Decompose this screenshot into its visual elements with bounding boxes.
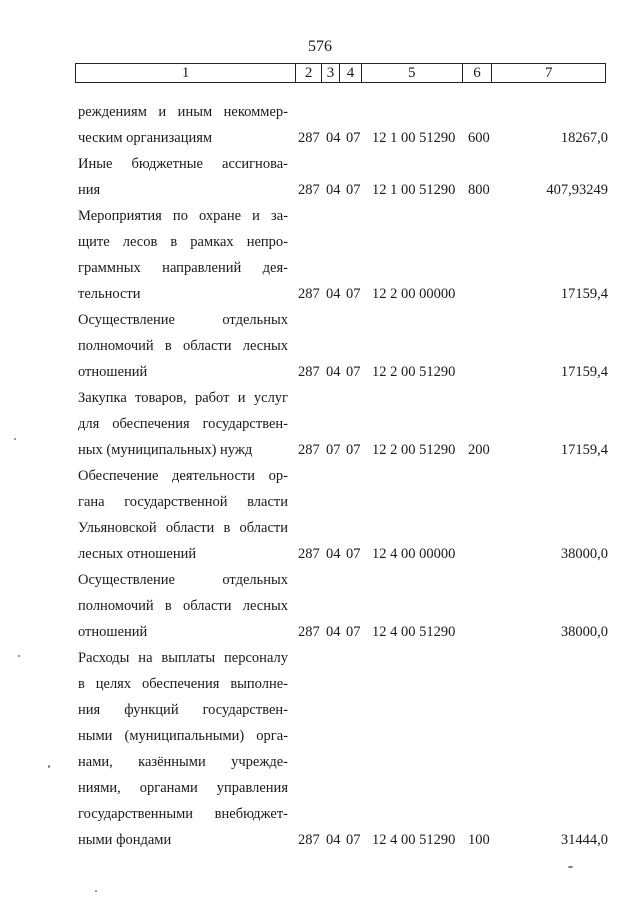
- row-target-article: 12 2 00 00000: [372, 286, 456, 302]
- row-name-line: государственными внебюджет-: [78, 806, 288, 822]
- row-name-line: нами, казёнными учрежде-: [78, 754, 288, 770]
- row-name-line: ными фондами: [78, 832, 172, 848]
- row-amount: 407,93249: [546, 182, 608, 198]
- row-amount: 17159,4: [560, 286, 608, 302]
- row-amount: 38000,0: [560, 624, 608, 640]
- row-name-line: ния функций государствен-: [78, 702, 288, 718]
- row-section: 04: [326, 182, 341, 198]
- scan-speck: [48, 765, 50, 768]
- row-amount: 18267,0: [560, 130, 608, 146]
- row-expense-type: 200: [468, 442, 490, 458]
- row-target-article: 12 1 00 51290: [372, 182, 456, 198]
- row-grbs: 287: [298, 182, 320, 198]
- row-grbs: 287: [298, 442, 320, 458]
- row-name-line: ными (муниципальными) орга-: [78, 728, 288, 744]
- page-number: 576: [308, 38, 332, 55]
- row-section: 04: [326, 832, 341, 848]
- row-name-line: Осуществление отдельных: [78, 572, 288, 588]
- row-name-line: Обеспечение деятельности ор-: [78, 468, 288, 484]
- row-subsection: 07: [346, 364, 361, 380]
- row-subsection: 07: [346, 130, 361, 146]
- row-amount: 31444,0: [560, 832, 608, 848]
- row-name-line: ниями, органами управления: [78, 780, 288, 796]
- row-grbs: 287: [298, 130, 320, 146]
- row-name-line: Осуществление отдельных: [78, 312, 288, 328]
- row-name-line: тельности: [78, 286, 141, 302]
- row-name-line: полномочий в области лесных: [78, 598, 288, 614]
- row-subsection: 07: [346, 624, 361, 640]
- row-name-line: полномочий в области лесных: [78, 338, 288, 354]
- scan-speck: [14, 438, 16, 440]
- row-name-line: щите лесов в рамках непро-: [78, 234, 288, 250]
- header-col-3: 3: [322, 64, 340, 82]
- row-name-line: Иные бюджетные ассигнова-: [78, 156, 288, 172]
- row-subsection: 07: [346, 832, 361, 848]
- row-name-line: для обеспечения государствен-: [78, 416, 288, 432]
- row-section: 04: [326, 130, 341, 146]
- row-name-line: лесных отношений: [78, 546, 197, 562]
- row-grbs: 287: [298, 364, 320, 380]
- header-col-1: 1: [76, 64, 296, 82]
- row-name-line: отношений: [78, 364, 148, 380]
- row-target-article: 12 2 00 51290: [372, 442, 456, 458]
- header-col-7: 7: [544, 65, 553, 81]
- row-name-line: ческим организациям: [78, 130, 213, 146]
- row-name-line: Закупка товаров, работ и услуг: [78, 390, 288, 406]
- row-name-line: в целях обеспечения выполне-: [78, 676, 288, 692]
- row-section: 04: [326, 624, 341, 640]
- row-subsection: 07: [346, 182, 361, 198]
- row-grbs: 287: [298, 286, 320, 302]
- row-target-article: 12 4 00 51290: [372, 624, 456, 640]
- row-section: 07: [326, 442, 341, 458]
- row-name-line: граммных направлений дея-: [78, 260, 288, 276]
- row-amount: 17159,4: [560, 442, 608, 458]
- row-subsection: 07: [346, 546, 361, 562]
- row-name-line: Мероприятия по охране и за-: [78, 208, 288, 224]
- row-section: 04: [326, 286, 341, 302]
- row-section: 04: [326, 546, 341, 562]
- row-target-article: 12 1 00 51290: [372, 130, 456, 146]
- row-subsection: 07: [346, 286, 361, 302]
- scan-speck: [95, 890, 97, 892]
- row-section: 04: [326, 364, 341, 380]
- row-name-line: реждениям и иным некоммер-: [78, 104, 288, 120]
- table-header: [75, 63, 606, 83]
- header-col-6: 6: [463, 64, 493, 82]
- row-name-line: ных (муниципальных) нужд: [78, 442, 253, 458]
- row-target-article: 12 2 00 51290: [372, 364, 456, 380]
- scan-speck: [18, 655, 20, 657]
- row-name-line: Расходы на выплаты персоналу: [78, 650, 288, 666]
- row-expense-type: 800: [468, 182, 490, 198]
- row-grbs: 287: [298, 624, 320, 640]
- header-col-2: 2: [296, 64, 322, 82]
- row-name-line: ния: [78, 182, 101, 198]
- row-name-line: гана государственной власти: [78, 494, 288, 510]
- header-col-4: 4: [340, 64, 362, 82]
- row-subsection: 07: [346, 442, 361, 458]
- row-expense-type: 100: [468, 832, 490, 848]
- row-name: [78, 645, 288, 853]
- row-amount: 38000,0: [560, 546, 608, 562]
- row-name-line: Ульяновской области в области: [78, 520, 288, 536]
- row-target-article: 12 4 00 51290: [372, 832, 456, 848]
- scan-speck: [568, 866, 573, 868]
- row-name-line: отношений: [78, 624, 148, 640]
- row-grbs: 287: [298, 546, 320, 562]
- header-col-5: 5: [362, 64, 463, 82]
- row-grbs: 287: [298, 832, 320, 848]
- row-amount: 17159,4: [560, 364, 608, 380]
- row-target-article: 12 4 00 00000: [372, 546, 456, 562]
- row-expense-type: 600: [468, 130, 490, 146]
